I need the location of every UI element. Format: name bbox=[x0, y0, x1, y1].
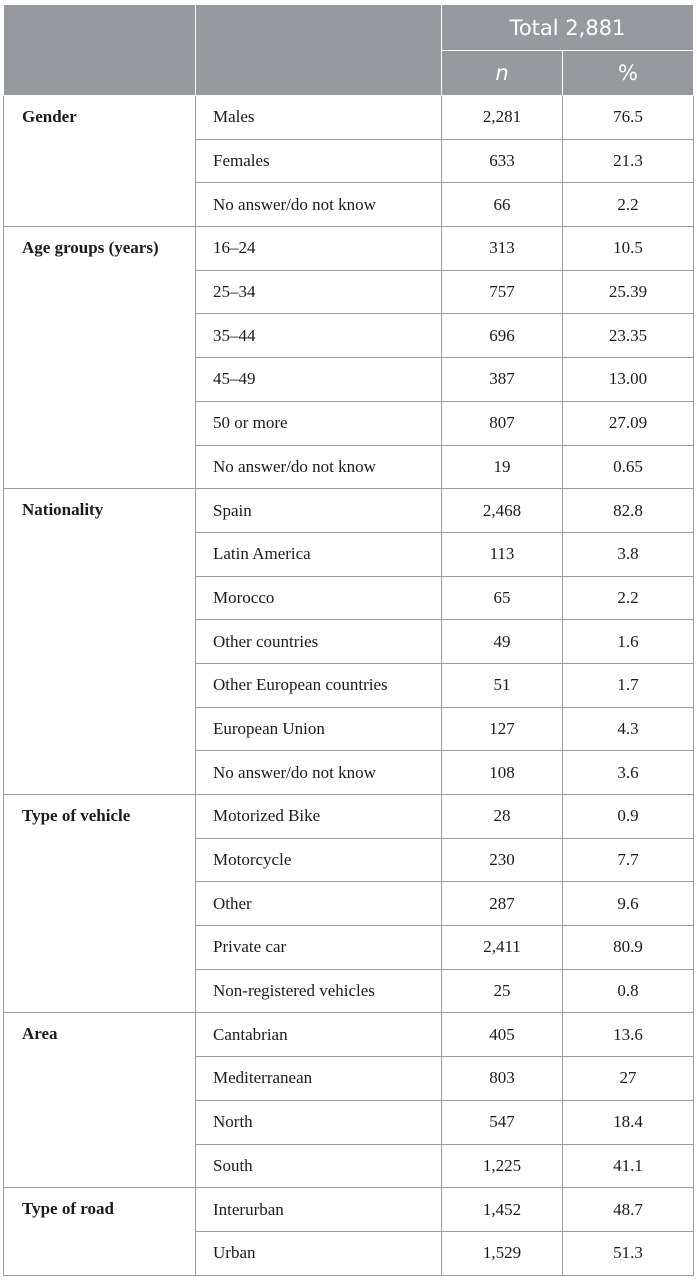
count-cell: 2,281 bbox=[442, 96, 563, 140]
header-percent: % bbox=[563, 51, 694, 96]
group-label: Gender bbox=[4, 96, 196, 227]
row-label: No answer/do not know bbox=[196, 445, 442, 489]
percent-cell: 0.65 bbox=[563, 445, 694, 489]
row-label: 50 or more bbox=[196, 401, 442, 445]
percent-cell: 41.1 bbox=[563, 1144, 694, 1188]
row-label: 35–44 bbox=[196, 314, 442, 358]
percent-cell: 3.8 bbox=[563, 532, 694, 576]
row-label: North bbox=[196, 1100, 442, 1144]
percent-cell: 3.6 bbox=[563, 751, 694, 795]
count-cell: 25 bbox=[442, 969, 563, 1013]
percent-cell: 23.35 bbox=[563, 314, 694, 358]
table-body bbox=[4, 96, 694, 1276]
count-cell: 19 bbox=[442, 445, 563, 489]
count-cell: 405 bbox=[442, 1013, 563, 1057]
row-label: Motorcycle bbox=[196, 838, 442, 882]
count-cell: 1,452 bbox=[442, 1188, 563, 1232]
percent-cell: 27.09 bbox=[563, 401, 694, 445]
group-label: Type of road bbox=[4, 1188, 196, 1275]
percent-cell: 10.5 bbox=[563, 227, 694, 271]
row-label: Mediterranean bbox=[196, 1057, 442, 1101]
table-row bbox=[4, 1013, 694, 1057]
percent-cell: 4.3 bbox=[563, 707, 694, 751]
percent-cell: 51.3 bbox=[563, 1231, 694, 1275]
count-cell: 757 bbox=[442, 270, 563, 314]
count-cell: 127 bbox=[442, 707, 563, 751]
table-row bbox=[4, 96, 694, 140]
count-cell: 633 bbox=[442, 139, 563, 183]
percent-cell: 27 bbox=[563, 1057, 694, 1101]
row-label: Other bbox=[196, 882, 442, 926]
table-row bbox=[4, 1188, 694, 1232]
row-label: No answer/do not know bbox=[196, 751, 442, 795]
percent-cell: 0.8 bbox=[563, 969, 694, 1013]
percent-cell: 76.5 bbox=[563, 96, 694, 140]
group-label: Type of vehicle bbox=[4, 795, 196, 1013]
count-cell: 230 bbox=[442, 838, 563, 882]
row-label: Urban bbox=[196, 1231, 442, 1275]
row-label: No answer/do not know bbox=[196, 183, 442, 227]
header-total: Total 2,881 bbox=[442, 5, 694, 51]
count-cell: 108 bbox=[442, 751, 563, 795]
group-label: Age groups (years) bbox=[4, 227, 196, 489]
row-label: 45–49 bbox=[196, 358, 442, 402]
row-label: South bbox=[196, 1144, 442, 1188]
header-blank-cell-1 bbox=[4, 5, 196, 96]
row-label: Interurban bbox=[196, 1188, 442, 1232]
count-cell: 28 bbox=[442, 795, 563, 839]
table-row bbox=[4, 795, 694, 839]
percent-cell: 7.7 bbox=[563, 838, 694, 882]
percent-cell: 48.7 bbox=[563, 1188, 694, 1232]
percent-cell: 1.6 bbox=[563, 620, 694, 664]
count-cell: 113 bbox=[442, 532, 563, 576]
header-blank-cell-2 bbox=[196, 5, 442, 96]
row-label: Private car bbox=[196, 926, 442, 970]
percent-cell: 13.00 bbox=[563, 358, 694, 402]
group-label: Nationality bbox=[4, 489, 196, 795]
row-label: Latin America bbox=[196, 532, 442, 576]
table-row bbox=[4, 227, 694, 271]
table-header bbox=[4, 5, 694, 96]
row-label: Motorized Bike bbox=[196, 795, 442, 839]
row-label: Females bbox=[196, 139, 442, 183]
count-cell: 547 bbox=[442, 1100, 563, 1144]
count-cell: 313 bbox=[442, 227, 563, 271]
header-n: n bbox=[442, 51, 563, 96]
count-cell: 803 bbox=[442, 1057, 563, 1101]
percent-cell: 2.2 bbox=[563, 576, 694, 620]
row-label: Morocco bbox=[196, 576, 442, 620]
row-label: Non-registered vehicles bbox=[196, 969, 442, 1013]
count-cell: 1,225 bbox=[442, 1144, 563, 1188]
count-cell: 387 bbox=[442, 358, 563, 402]
percent-cell: 80.9 bbox=[563, 926, 694, 970]
count-cell: 49 bbox=[442, 620, 563, 664]
percent-cell: 25.39 bbox=[563, 270, 694, 314]
percent-cell: 21.3 bbox=[563, 139, 694, 183]
row-label: Other countries bbox=[196, 620, 442, 664]
count-cell: 696 bbox=[442, 314, 563, 358]
count-cell: 65 bbox=[442, 576, 563, 620]
count-cell: 66 bbox=[442, 183, 563, 227]
row-label: Cantabrian bbox=[196, 1013, 442, 1057]
percent-cell: 82.8 bbox=[563, 489, 694, 533]
count-cell: 2,411 bbox=[442, 926, 563, 970]
row-label: Spain bbox=[196, 489, 442, 533]
percent-cell: 0.9 bbox=[563, 795, 694, 839]
row-label: Males bbox=[196, 96, 442, 140]
count-cell: 1,529 bbox=[442, 1231, 563, 1275]
percent-cell: 18.4 bbox=[563, 1100, 694, 1144]
row-label: 16–24 bbox=[196, 227, 442, 271]
demographics-table bbox=[3, 4, 694, 1276]
row-label: 25–34 bbox=[196, 270, 442, 314]
count-cell: 51 bbox=[442, 663, 563, 707]
percent-cell: 9.6 bbox=[563, 882, 694, 926]
row-label: Other European countries bbox=[196, 663, 442, 707]
percent-cell: 13.6 bbox=[563, 1013, 694, 1057]
count-cell: 287 bbox=[442, 882, 563, 926]
group-label: Area bbox=[4, 1013, 196, 1188]
table-row bbox=[4, 489, 694, 533]
percent-cell: 1.7 bbox=[563, 663, 694, 707]
percent-cell: 2.2 bbox=[563, 183, 694, 227]
count-cell: 2,468 bbox=[442, 489, 563, 533]
row-label: European Union bbox=[196, 707, 442, 751]
count-cell: 807 bbox=[442, 401, 563, 445]
